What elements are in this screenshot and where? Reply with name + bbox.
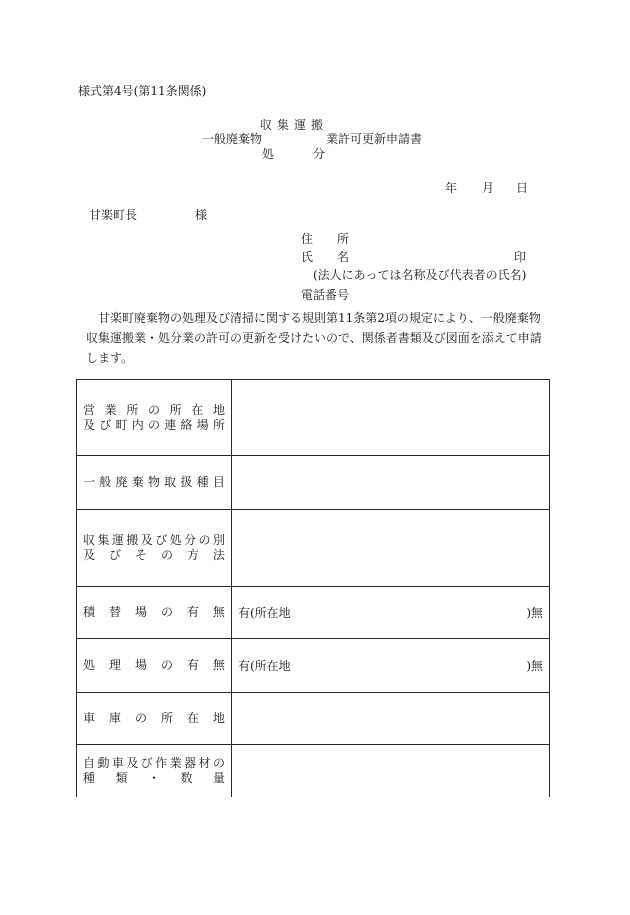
addressee-name: 甘楽町長 xyxy=(89,208,138,222)
label-char: 類 xyxy=(115,770,128,785)
label-char: 所 xyxy=(126,402,139,417)
label-char: 及 xyxy=(126,755,139,770)
label-char: 般 xyxy=(99,475,112,489)
label-char: 動 xyxy=(97,755,110,770)
label-char: 営 xyxy=(83,402,96,417)
label-char: 処 xyxy=(169,533,182,547)
label-char: 所 xyxy=(169,402,182,417)
row-label-line xyxy=(83,403,225,418)
label-char: 車 xyxy=(111,755,124,770)
table-row xyxy=(77,456,550,510)
table-row xyxy=(77,693,550,745)
date-year-label: 年 xyxy=(445,181,458,195)
row-label-cell xyxy=(77,587,232,639)
label-char: そ xyxy=(134,548,147,562)
label-char: の xyxy=(160,548,173,562)
label-char: の xyxy=(147,402,160,417)
label-char: 及 xyxy=(140,533,153,547)
label-char: 別 xyxy=(212,533,225,547)
row-value-line xyxy=(238,604,543,621)
label-char: の xyxy=(198,533,211,547)
label-char: 材 xyxy=(198,755,211,770)
title-general-waste: 一般廃棄物 xyxy=(202,132,263,146)
label-char: 種 xyxy=(83,770,96,785)
row-label-line xyxy=(83,756,225,771)
row-value-cell[interactable] xyxy=(232,639,550,693)
value-right: )無 xyxy=(526,659,543,673)
table-row xyxy=(77,510,550,587)
label-char: 有 xyxy=(186,605,199,619)
row-label-line xyxy=(83,548,225,563)
table-row xyxy=(77,587,550,639)
label-char: の xyxy=(212,755,225,770)
label-char: の xyxy=(160,605,173,619)
application-body-text: 甘楽町廃棄物の処理及び清掃に関する規則第11条第2項の規定により、一般廃棄物収集運搬業・処分業の許可の更新を受けたいので、関係者書類及び図面を添えて申請します。 xyxy=(86,311,542,365)
label-char: 一 xyxy=(83,475,96,489)
label-char: 運 xyxy=(111,533,124,547)
label-char: 町 xyxy=(115,417,128,432)
row-value-cell[interactable] xyxy=(232,587,550,639)
label-char: び xyxy=(108,548,121,562)
label-char: び xyxy=(155,533,168,547)
label-char: 分 xyxy=(184,533,197,547)
label-char: び xyxy=(140,755,153,770)
label-char: ・ xyxy=(147,770,160,785)
label-char: 連 xyxy=(164,417,177,432)
label-char: 目 xyxy=(212,475,225,489)
label-char: の xyxy=(160,658,173,672)
label-char: 無 xyxy=(212,658,225,672)
table-row xyxy=(77,380,550,456)
row-label-line xyxy=(83,418,225,433)
label-char: 物 xyxy=(147,475,160,489)
table-row xyxy=(77,639,550,693)
applicant-phone-label: 電話番号 xyxy=(301,288,350,302)
row-label-cell xyxy=(77,456,232,510)
label-char: 所 xyxy=(160,711,173,725)
label-char: 搬 xyxy=(126,533,139,547)
label-char: 及 xyxy=(83,548,96,562)
label-char: 場 xyxy=(134,658,147,672)
label-char: 業 xyxy=(169,755,182,770)
date-day-label: 日 xyxy=(516,181,529,195)
title-disposal-char-2: 分 xyxy=(313,147,326,161)
label-char: 有 xyxy=(186,658,199,672)
row-value-cell[interactable] xyxy=(232,380,550,456)
label-char: 車 xyxy=(83,711,96,725)
value-right: )無 xyxy=(526,606,543,620)
label-char: 庫 xyxy=(108,711,121,725)
label-char: 替 xyxy=(108,605,121,619)
label-char: 理 xyxy=(108,658,121,672)
row-label-cell xyxy=(77,510,232,587)
row-value-line xyxy=(238,657,543,674)
row-label-line xyxy=(83,533,225,548)
label-char: 取 xyxy=(164,475,177,489)
applicant-name-label: 氏 名 xyxy=(301,250,350,264)
label-char: の xyxy=(147,417,160,432)
row-label-cell xyxy=(77,693,232,745)
row-value-cell[interactable] xyxy=(232,456,550,510)
label-char: 量 xyxy=(212,770,225,785)
label-char: 方 xyxy=(186,548,199,562)
row-label-line xyxy=(83,605,225,620)
seal-mark: 印 xyxy=(514,250,527,264)
label-char: 無 xyxy=(212,605,225,619)
row-label-line xyxy=(83,771,225,786)
label-char: 所 xyxy=(212,417,225,432)
row-label-line xyxy=(83,711,225,726)
label-char: 器 xyxy=(184,755,197,770)
row-label-line xyxy=(83,658,225,673)
label-char: 種 xyxy=(196,475,209,489)
addressee-honorific: 様 xyxy=(195,208,208,222)
label-char: 絡 xyxy=(180,417,193,432)
label-char: 棄 xyxy=(131,475,144,489)
label-char: 扱 xyxy=(180,475,193,489)
row-label-cell xyxy=(77,745,232,797)
row-value-cell[interactable] xyxy=(232,510,550,587)
label-char: 在 xyxy=(186,711,199,725)
label-char: の xyxy=(134,711,147,725)
label-char: 積 xyxy=(83,605,96,619)
label-char: び xyxy=(99,417,112,432)
label-char: 業 xyxy=(104,402,117,417)
label-char: 及 xyxy=(83,417,96,432)
row-label-line xyxy=(83,475,225,490)
title-renewal-application: 業許可更新申請書 xyxy=(326,132,423,146)
label-char: 地 xyxy=(212,711,225,725)
row-label-cell xyxy=(77,380,232,456)
label-char: 数 xyxy=(180,770,193,785)
label-char: 場 xyxy=(134,605,147,619)
label-char: 自 xyxy=(83,755,96,770)
label-char: 地 xyxy=(212,402,225,417)
label-char: 収 xyxy=(83,533,96,547)
label-char: 場 xyxy=(196,417,209,432)
value-left: 有(所在地 xyxy=(238,606,291,620)
label-char: 作 xyxy=(155,755,168,770)
label-char: 処 xyxy=(83,658,96,672)
corporation-note: (法人にあっては名称及び代表者の氏名) xyxy=(313,268,527,282)
row-value-cell[interactable] xyxy=(232,693,550,745)
label-char: 廃 xyxy=(115,475,128,489)
label-char: 法 xyxy=(212,548,225,562)
value-left: 有(所在地 xyxy=(238,659,291,673)
row-label-cell xyxy=(77,639,232,693)
label-char: 在 xyxy=(191,402,204,417)
title-collection-transport: 収集運搬 xyxy=(260,118,329,132)
table-row xyxy=(77,745,550,797)
row-value-cell[interactable] xyxy=(232,745,550,797)
form-number: 様式第4号(第11条関係) xyxy=(78,84,207,98)
label-char: 集 xyxy=(97,533,110,547)
application-details-table xyxy=(76,379,550,797)
label-char: 内 xyxy=(131,417,144,432)
date-month-label: 月 xyxy=(482,181,495,195)
title-disposal-char-1: 処 xyxy=(262,147,275,161)
applicant-address-label: 住 所 xyxy=(301,232,350,246)
